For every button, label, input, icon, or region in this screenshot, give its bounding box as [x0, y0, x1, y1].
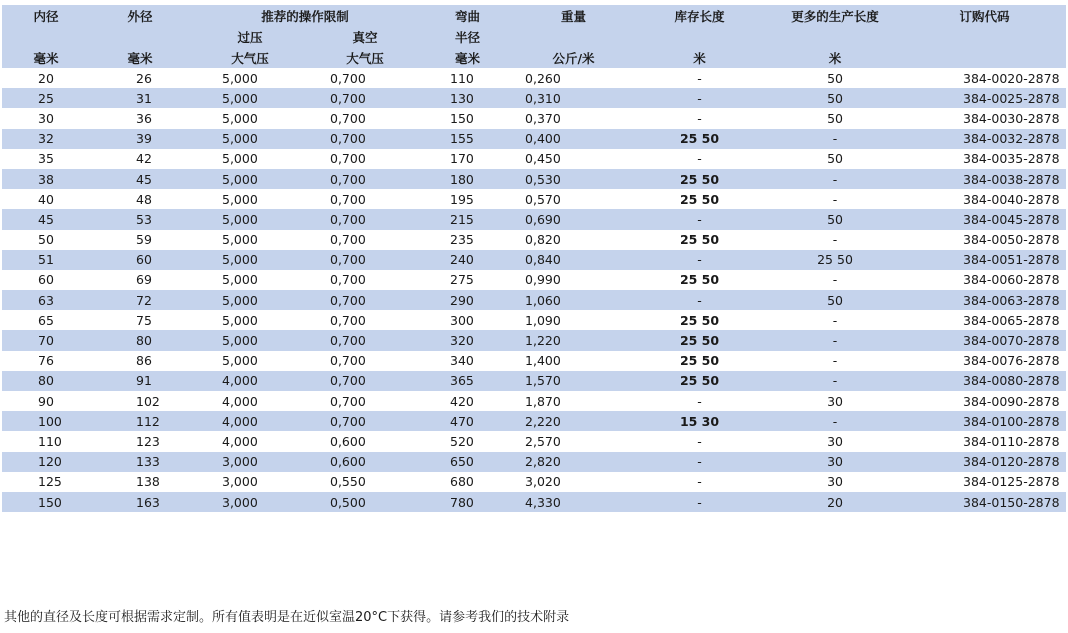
cell-overpressure: 3,000	[222, 494, 258, 510]
cell-stock-length: -	[697, 433, 702, 449]
cell-stock-length: 25 50	[679, 272, 720, 288]
cell-outer-diameter: 26	[136, 70, 152, 86]
cell-vacuum: 0,700	[330, 393, 366, 409]
cell-stock-length: 25 50	[679, 232, 720, 248]
cell-weight: 0,260	[525, 70, 561, 86]
cell-order-code: 384-0125-2878	[963, 474, 1060, 490]
cell-vacuum: 0,700	[330, 353, 366, 369]
cell-overpressure: 5,000	[222, 131, 258, 147]
cell-inner-diameter: 32	[38, 131, 54, 147]
cell-inner-diameter: 110	[38, 433, 62, 449]
table-row	[2, 330, 1066, 350]
table-row	[2, 371, 1066, 391]
cell-outer-diameter: 102	[136, 393, 160, 409]
cell-weight: 0,370	[525, 110, 561, 126]
cell-vacuum: 0,700	[330, 131, 366, 147]
cell-stock-length: -	[697, 474, 702, 490]
table-row	[2, 270, 1066, 290]
header-bend: 弯曲	[455, 8, 481, 24]
cell-more-lengths: -	[832, 131, 838, 147]
cell-order-code: 384-0063-2878	[963, 292, 1060, 308]
cell-outer-diameter: 39	[136, 131, 152, 147]
table-row	[2, 108, 1066, 128]
cell-inner-diameter: 40	[38, 191, 54, 207]
table-row	[2, 149, 1066, 169]
table-header	[2, 5, 1066, 68]
cell-more-lengths: 50	[827, 70, 843, 86]
table-row	[2, 250, 1066, 270]
cell-inner-diameter: 25	[38, 90, 54, 106]
cell-more-lengths: 30	[827, 454, 843, 470]
cell-more-lengths: 50	[827, 292, 843, 308]
cell-outer-diameter: 31	[136, 90, 152, 106]
table-row	[2, 391, 1066, 411]
cell-stock-length: 25 50	[679, 312, 720, 328]
cell-vacuum: 0,700	[330, 70, 366, 86]
table-row	[2, 189, 1066, 209]
cell-order-code: 384-0038-2878	[963, 171, 1060, 187]
table-row	[2, 129, 1066, 149]
unit-stock: 米	[693, 50, 706, 66]
cell-inner-diameter: 35	[38, 151, 54, 167]
cell-weight: 1,220	[525, 333, 561, 349]
cell-vacuum: 0,700	[330, 312, 366, 328]
cell-order-code: 384-0060-2878	[963, 272, 1060, 288]
header-operating-limits: 推荐的操作限制	[261, 8, 349, 24]
cell-stock-length: -	[697, 110, 702, 126]
cell-vacuum: 0,700	[330, 171, 366, 187]
cell-outer-diameter: 53	[136, 211, 152, 227]
spec-table	[2, 5, 1066, 512]
cell-inner-diameter: 80	[38, 373, 54, 389]
cell-weight: 2,820	[525, 454, 561, 470]
cell-order-code: 384-0070-2878	[963, 333, 1060, 349]
unit-vacuum: 大气压	[346, 50, 384, 66]
cell-more-lengths: -	[832, 232, 838, 248]
cell-order-code: 384-0025-2878	[963, 90, 1060, 106]
table-row	[2, 68, 1066, 88]
cell-overpressure: 5,000	[222, 171, 258, 187]
cell-inner-diameter: 90	[38, 393, 54, 409]
cell-outer-diameter: 45	[136, 171, 152, 187]
cell-outer-diameter: 163	[136, 494, 160, 510]
cell-stock-length: -	[697, 292, 702, 308]
table-row	[2, 169, 1066, 189]
cell-outer-diameter: 42	[136, 151, 152, 167]
cell-stock-length: -	[697, 454, 702, 470]
cell-bend-radius: 470	[450, 413, 474, 429]
cell-bend-radius: 240	[450, 252, 474, 268]
cell-vacuum: 0,500	[330, 494, 366, 510]
cell-order-code: 384-0150-2878	[963, 494, 1060, 510]
cell-inner-diameter: 20	[38, 70, 54, 86]
header-vacuum: 真空	[352, 29, 378, 45]
cell-overpressure: 5,000	[222, 211, 258, 227]
cell-vacuum: 0,700	[330, 292, 366, 308]
cell-weight: 3,020	[525, 474, 561, 490]
cell-bend-radius: 110	[450, 70, 474, 86]
cell-order-code: 384-0030-2878	[963, 110, 1060, 126]
cell-weight: 2,220	[525, 413, 561, 429]
cell-stock-length: 25 50	[679, 333, 720, 349]
cell-weight: 1,870	[525, 393, 561, 409]
cell-overpressure: 5,000	[222, 151, 258, 167]
cell-inner-diameter: 150	[38, 494, 62, 510]
cell-order-code: 384-0032-2878	[963, 131, 1060, 147]
cell-more-lengths: 50	[827, 110, 843, 126]
cell-bend-radius: 520	[450, 433, 474, 449]
table-row	[2, 492, 1066, 512]
cell-order-code: 384-0100-2878	[963, 413, 1060, 429]
cell-order-code: 384-0080-2878	[963, 373, 1060, 389]
unit-id: 毫米	[33, 50, 59, 66]
cell-outer-diameter: 138	[136, 474, 160, 490]
cell-overpressure: 5,000	[222, 272, 258, 288]
cell-order-code: 384-0035-2878	[963, 151, 1060, 167]
cell-weight: 0,990	[525, 272, 561, 288]
cell-order-code: 384-0110-2878	[963, 433, 1060, 449]
cell-order-code: 384-0090-2878	[963, 393, 1060, 409]
cell-stock-length: -	[697, 252, 702, 268]
cell-overpressure: 5,000	[222, 333, 258, 349]
cell-bend-radius: 420	[450, 393, 474, 409]
cell-order-code: 384-0120-2878	[963, 454, 1060, 470]
header-row-3	[2, 47, 1066, 68]
cell-more-lengths: -	[832, 312, 838, 328]
cell-vacuum: 0,600	[330, 433, 366, 449]
table-row	[2, 472, 1066, 492]
cell-inner-diameter: 76	[38, 353, 54, 369]
cell-vacuum: 0,700	[330, 373, 366, 389]
cell-weight: 0,840	[525, 252, 561, 268]
cell-stock-length: -	[697, 494, 702, 510]
unit-more: 米	[828, 50, 842, 66]
cell-stock-length: 25 50	[679, 353, 720, 369]
header-radius: 半径	[455, 29, 481, 45]
cell-more-lengths: 50	[827, 151, 843, 167]
cell-outer-diameter: 112	[136, 413, 160, 429]
header-row-1	[2, 5, 1066, 26]
cell-inner-diameter: 60	[38, 272, 54, 288]
unit-weight: 公斤/米	[552, 50, 595, 66]
cell-overpressure: 4,000	[222, 413, 258, 429]
cell-inner-diameter: 70	[38, 333, 54, 349]
cell-inner-diameter: 30	[38, 110, 54, 126]
cell-order-code: 384-0040-2878	[963, 191, 1060, 207]
cell-vacuum: 0,700	[330, 151, 366, 167]
cell-vacuum: 0,600	[330, 454, 366, 470]
cell-inner-diameter: 125	[38, 474, 62, 490]
cell-order-code: 384-0050-2878	[963, 232, 1060, 248]
cell-stock-length: -	[697, 90, 702, 106]
cell-bend-radius: 235	[450, 232, 474, 248]
cell-vacuum: 0,550	[330, 474, 366, 490]
cell-bend-radius: 170	[450, 151, 474, 167]
cell-weight: 0,400	[525, 131, 561, 147]
cell-stock-length: 25 50	[679, 131, 720, 147]
cell-vacuum: 0,700	[330, 333, 366, 349]
cell-overpressure: 5,000	[222, 191, 258, 207]
cell-more-lengths: 30	[827, 474, 843, 490]
cell-bend-radius: 290	[450, 292, 474, 308]
cell-outer-diameter: 91	[136, 373, 152, 389]
cell-weight: 0,310	[525, 90, 561, 106]
cell-stock-length: 25 50	[679, 373, 720, 389]
header-outer-diameter: 外径	[127, 8, 153, 24]
cell-bend-radius: 780	[450, 494, 474, 510]
unit-pressure: 大气压	[231, 50, 269, 66]
header-overpressure: 过压	[237, 29, 263, 45]
cell-inner-diameter: 50	[38, 232, 54, 248]
cell-weight: 4,330	[525, 494, 561, 510]
cell-more-lengths: 20	[827, 494, 843, 510]
cell-overpressure: 3,000	[222, 454, 258, 470]
cell-overpressure: 5,000	[222, 312, 258, 328]
table-row	[2, 209, 1066, 229]
cell-inner-diameter: 100	[38, 413, 62, 429]
cell-bend-radius: 300	[450, 312, 474, 328]
cell-more-lengths: -	[832, 373, 838, 389]
cell-inner-diameter: 120	[38, 454, 62, 470]
cell-outer-diameter: 75	[136, 312, 152, 328]
header-inner-diameter: 内径	[33, 8, 59, 24]
cell-bend-radius: 320	[450, 333, 474, 349]
cell-outer-diameter: 133	[136, 454, 160, 470]
cell-vacuum: 0,700	[330, 110, 366, 126]
cell-overpressure: 5,000	[222, 70, 258, 86]
unit-radius: 毫米	[455, 50, 481, 66]
cell-overpressure: 4,000	[222, 433, 258, 449]
cell-weight: 2,570	[525, 433, 561, 449]
cell-overpressure: 3,000	[222, 474, 258, 490]
cell-overpressure: 4,000	[222, 373, 258, 389]
cell-more-lengths: 50	[827, 211, 843, 227]
cell-outer-diameter: 80	[136, 333, 152, 349]
cell-outer-diameter: 72	[136, 292, 152, 308]
header-more-lengths: 更多的生产长度	[791, 8, 879, 24]
header-weight: 重量	[561, 8, 587, 24]
cell-more-lengths: 50	[827, 90, 843, 106]
cell-vacuum: 0,700	[330, 191, 366, 207]
table-row	[2, 411, 1066, 431]
cell-weight: 0,450	[525, 151, 561, 167]
cell-stock-length: 15 30	[679, 413, 720, 429]
cell-outer-diameter: 69	[136, 272, 152, 288]
cell-outer-diameter: 36	[136, 110, 152, 126]
cell-stock-length: 25 50	[679, 191, 720, 207]
table-row	[2, 431, 1066, 451]
cell-outer-diameter: 48	[136, 191, 152, 207]
cell-bend-radius: 340	[450, 353, 474, 369]
header-order-code: 订购代码	[959, 8, 1010, 24]
cell-bend-radius: 215	[450, 211, 474, 227]
cell-overpressure: 5,000	[222, 292, 258, 308]
cell-overpressure: 5,000	[222, 90, 258, 106]
unit-od: 毫米	[127, 50, 153, 66]
cell-inner-diameter: 63	[38, 292, 54, 308]
cell-vacuum: 0,700	[330, 272, 366, 288]
cell-bend-radius: 680	[450, 474, 474, 490]
cell-stock-length: 25 50	[679, 171, 720, 187]
cell-vacuum: 0,700	[330, 211, 366, 227]
cell-stock-length: -	[697, 393, 702, 409]
cell-vacuum: 0,700	[330, 252, 366, 268]
cell-overpressure: 5,000	[222, 252, 258, 268]
cell-more-lengths: 30	[827, 393, 843, 409]
cell-weight: 0,570	[525, 191, 561, 207]
cell-stock-length: -	[697, 211, 702, 227]
table-row	[2, 310, 1066, 330]
cell-outer-diameter: 60	[136, 252, 152, 268]
cell-overpressure: 5,000	[222, 110, 258, 126]
cell-vacuum: 0,700	[330, 232, 366, 248]
cell-order-code: 384-0065-2878	[963, 312, 1060, 328]
cell-order-code: 384-0076-2878	[963, 353, 1060, 369]
cell-weight: 0,530	[525, 171, 561, 187]
cell-weight: 1,090	[525, 312, 561, 328]
cell-weight: 1,400	[525, 353, 561, 369]
cell-overpressure: 5,000	[222, 353, 258, 369]
cell-bend-radius: 275	[450, 272, 474, 288]
cell-more-lengths: 25 50	[817, 252, 853, 268]
cell-bend-radius: 650	[450, 454, 474, 470]
cell-bend-radius: 155	[450, 131, 474, 147]
cell-overpressure: 4,000	[222, 393, 258, 409]
table-row	[2, 452, 1066, 472]
cell-outer-diameter: 123	[136, 433, 160, 449]
cell-more-lengths: -	[832, 272, 838, 288]
cell-bend-radius: 150	[450, 110, 474, 126]
table-row	[2, 230, 1066, 250]
cell-weight: 1,570	[525, 373, 561, 389]
cell-stock-length: -	[697, 151, 702, 167]
cell-inner-diameter: 38	[38, 171, 54, 187]
cell-outer-diameter: 86	[136, 353, 152, 369]
cell-more-lengths: -	[832, 413, 838, 429]
footnote: 其他的直径及长度可根据需求定制。所有值表明是在近似室温20°C下获得。请参考我们的技术附录	[4, 610, 570, 625]
cell-more-lengths: -	[832, 191, 838, 207]
cell-weight: 0,820	[525, 232, 561, 248]
cell-vacuum: 0,700	[330, 90, 366, 106]
cell-outer-diameter: 59	[136, 232, 152, 248]
table-row	[2, 351, 1066, 371]
cell-order-code: 384-0045-2878	[963, 211, 1060, 227]
cell-order-code: 384-0051-2878	[963, 252, 1060, 268]
cell-order-code: 384-0020-2878	[963, 70, 1060, 86]
cell-more-lengths: 30	[827, 433, 843, 449]
cell-stock-length: -	[697, 70, 702, 86]
cell-vacuum: 0,700	[330, 413, 366, 429]
cell-weight: 1,060	[525, 292, 561, 308]
cell-inner-diameter: 51	[38, 252, 54, 268]
table-row	[2, 88, 1066, 108]
header-stock-length: 库存长度	[674, 8, 725, 24]
cell-bend-radius: 180	[450, 171, 474, 187]
cell-weight: 0,690	[525, 211, 561, 227]
cell-overpressure: 5,000	[222, 232, 258, 248]
cell-bend-radius: 365	[450, 373, 474, 389]
table-row	[2, 290, 1066, 310]
header-row-2	[2, 26, 1066, 47]
cell-more-lengths: -	[832, 353, 838, 369]
cell-more-lengths: -	[832, 171, 838, 187]
cell-more-lengths: -	[832, 333, 838, 349]
cell-bend-radius: 130	[450, 90, 474, 106]
cell-bend-radius: 195	[450, 191, 474, 207]
cell-inner-diameter: 65	[38, 312, 54, 328]
table-body	[2, 68, 1066, 512]
cell-inner-diameter: 45	[38, 211, 54, 227]
